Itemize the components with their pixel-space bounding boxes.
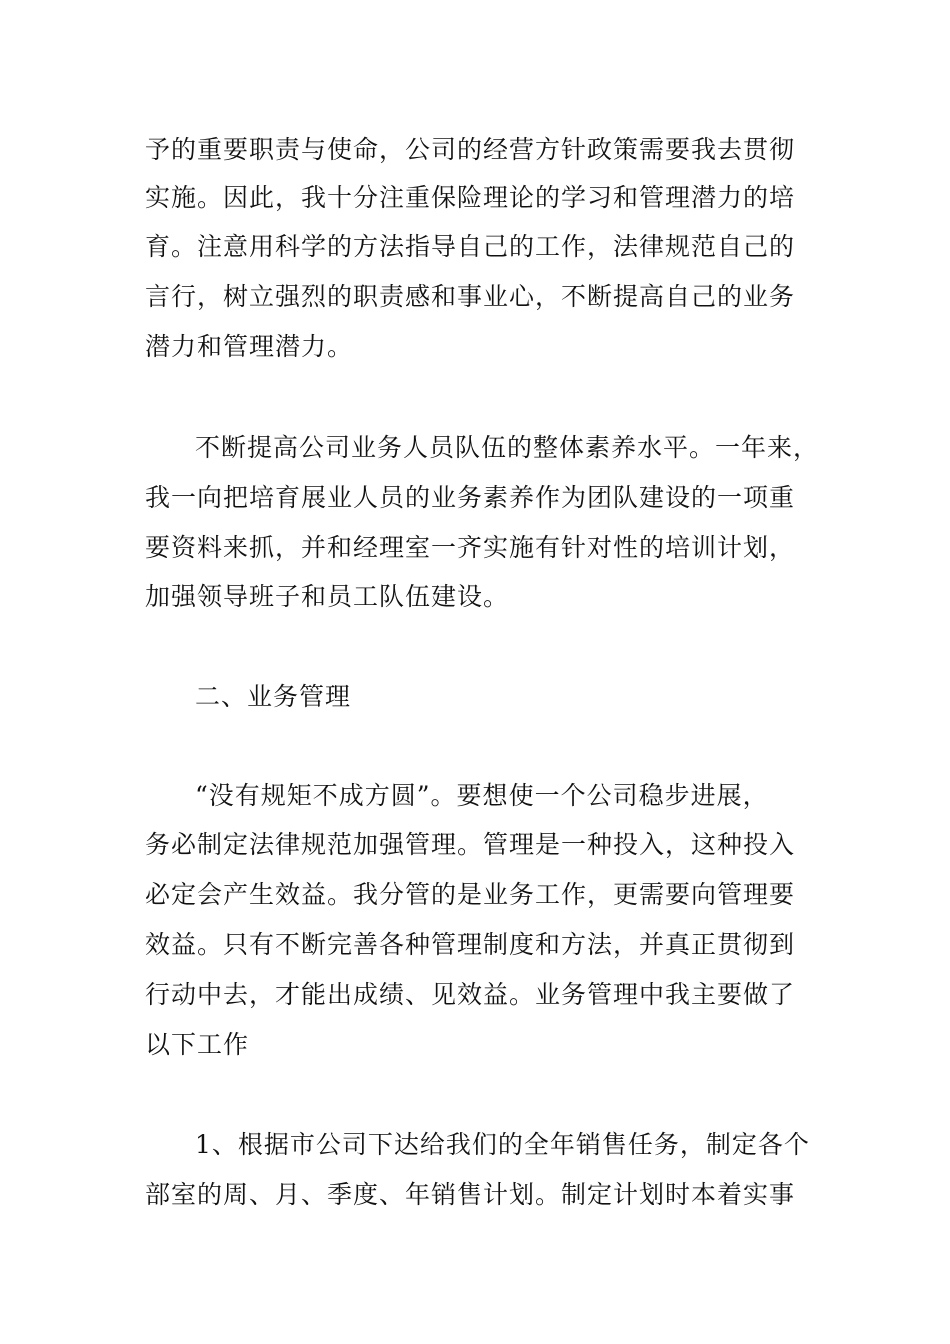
paragraph-first-line: “没有规矩不成方圆”。要想使一个公司稳步进展， <box>195 781 769 810</box>
text-line: 行动中去，才能出成绩、见效益。业务管理中我主要做了 <box>145 980 796 1009</box>
text-line: 务必制定法律规范加强管理。管理是一种投入，这种投入 <box>145 830 796 859</box>
text-line: 要资料来抓，并和经理室一齐实施有针对性的培训计划， <box>145 533 796 562</box>
text-line: 予的重要职责与使命，公司的经营方针政策需要我去贯彻 <box>145 135 796 164</box>
text-line: 言行，树立强烈的职责感和事业心，不断提高自己的业务 <box>145 282 796 311</box>
text-line: 以下工作 <box>145 1030 250 1059</box>
paragraph-first-line: 不断提高公司业务人员队伍的整体素养水平。一年来， <box>195 433 820 462</box>
text-line: 育。注意用科学的方法指导自己的工作，法律规范自己的 <box>145 232 796 261</box>
text-line: 效益。只有不断完善各种管理制度和方法，并真正贯彻到 <box>145 930 796 959</box>
list-item-first-line: 1、根据市公司下达给我们的全年销售任务，制定各个 <box>195 1130 810 1159</box>
text-line: 必定会产生效益。我分管的是业务工作，更需要向管理要 <box>145 880 796 909</box>
text-line: 我一向把培育展业人员的业务素养作为团队建设的一项重 <box>145 483 796 512</box>
text-line: 加强领导班子和员工队伍建设。 <box>145 582 510 611</box>
text-line: 部室的周、月、季度、年销售计划。制定计划时本着实事 <box>145 1180 796 1209</box>
text-line: 实施。因此，我十分注重保险理论的学习和管理潜力的培 <box>145 183 796 212</box>
text-line: 潜力和管理潜力。 <box>145 332 354 361</box>
section-heading: 二、业务管理 <box>195 682 352 711</box>
